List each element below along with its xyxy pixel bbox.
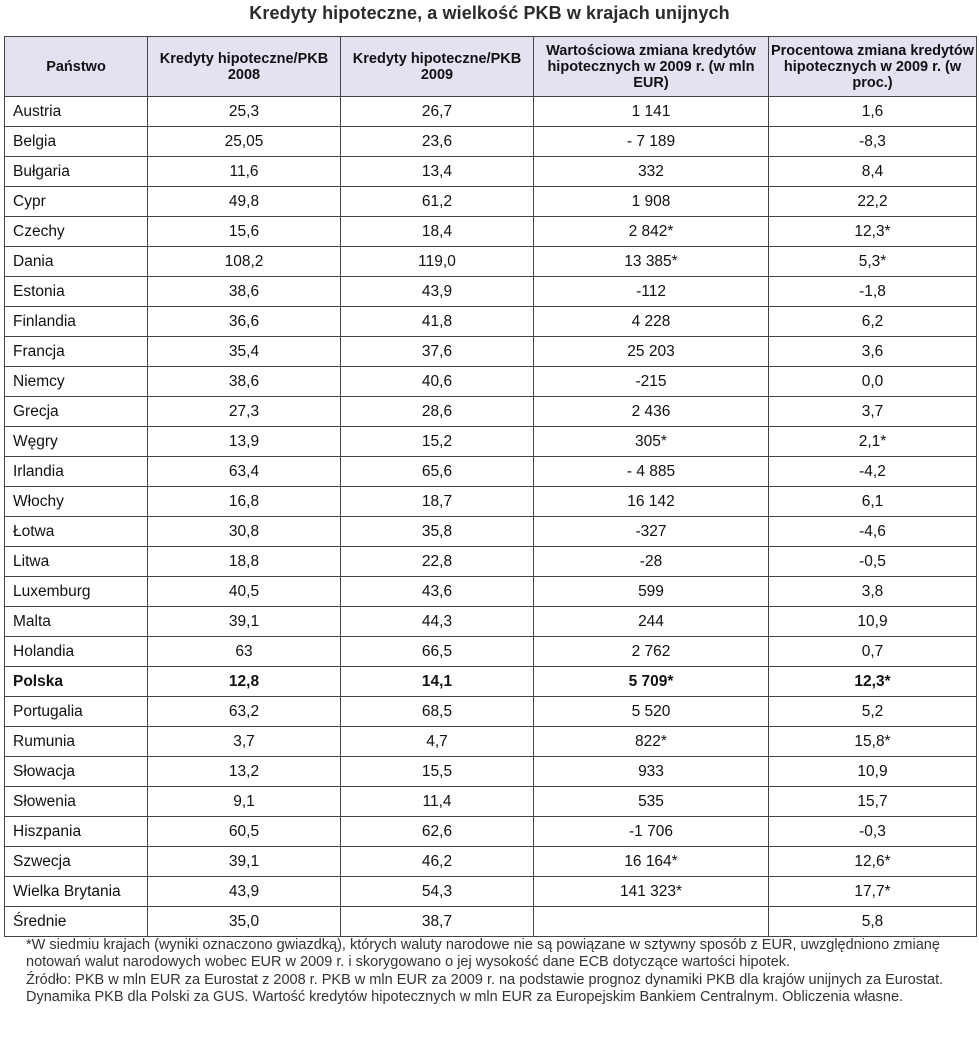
- cell-mortgage-gdp-2009: 61,2: [341, 187, 534, 217]
- cell-percent-change: 3,6: [769, 337, 977, 367]
- cell-country: Grecja: [5, 397, 148, 427]
- header-country: Państwo: [5, 37, 148, 97]
- cell-mortgage-gdp-2008: 3,7: [148, 727, 341, 757]
- cell-country: Łotwa: [5, 517, 148, 547]
- cell-mortgage-gdp-2009: 38,7: [341, 907, 534, 937]
- cell-country: Słowacja: [5, 757, 148, 787]
- cell-mortgage-gdp-2009: 65,6: [341, 457, 534, 487]
- cell-mortgage-gdp-2009: 18,4: [341, 217, 534, 247]
- cell-value-change: 141 323*: [534, 877, 769, 907]
- cell-mortgage-gdp-2009: 26,7: [341, 97, 534, 127]
- cell-percent-change: -8,3: [769, 127, 977, 157]
- cell-mortgage-gdp-2008: 35,4: [148, 337, 341, 367]
- cell-country: Portugalia: [5, 697, 148, 727]
- cell-percent-change: 5,2: [769, 697, 977, 727]
- table-body: [5, 97, 977, 937]
- cell-country: Austria: [5, 97, 148, 127]
- table-row: [5, 577, 977, 607]
- cell-percent-change: -4,6: [769, 517, 977, 547]
- cell-percent-change: 12,3*: [769, 667, 977, 697]
- cell-mortgage-gdp-2008: 16,8: [148, 487, 341, 517]
- cell-value-change: 2 762: [534, 637, 769, 667]
- cell-mortgage-gdp-2008: 13,2: [148, 757, 341, 787]
- cell-mortgage-gdp-2009: 13,4: [341, 157, 534, 187]
- cell-value-change: [534, 907, 769, 937]
- cell-mortgage-gdp-2008: 27,3: [148, 397, 341, 427]
- cell-percent-change: 0,7: [769, 637, 977, 667]
- mortgage-gdp-table: [4, 36, 977, 937]
- cell-percent-change: 12,3*: [769, 217, 977, 247]
- footnote-source: Źródło: PKB w mln EUR za Eurostat z 2008 r. PKB w mln EUR za 2009 r. na podstawie prognoz dynamiki PKB dla krajów unijnych za Eurostat. Dynamika PKB dla Polski za GUS. Wartość kredytów hipotecznych w mln EUR za Europejskim Bankiem Centralnym. Obliczenia własne.: [26, 971, 944, 1005]
- cell-mortgage-gdp-2009: 54,3: [341, 877, 534, 907]
- header-row: [5, 37, 977, 97]
- cell-mortgage-gdp-2008: 39,1: [148, 607, 341, 637]
- cell-value-change: 5 709*: [534, 667, 769, 697]
- cell-percent-change: 6,1: [769, 487, 977, 517]
- table-row: [5, 247, 977, 277]
- cell-mortgage-gdp-2009: 68,5: [341, 697, 534, 727]
- header-value-change: Wartościowa zmiana kredytów hipotecznych w 2009 r. (w mln EUR): [534, 37, 769, 97]
- cell-country: Finlandia: [5, 307, 148, 337]
- cell-value-change: -1 706: [534, 817, 769, 847]
- cell-mortgage-gdp-2008: 36,6: [148, 307, 341, 337]
- cell-mortgage-gdp-2009: 35,8: [341, 517, 534, 547]
- cell-percent-change: 2,1*: [769, 427, 977, 457]
- cell-value-change: -327: [534, 517, 769, 547]
- cell-mortgage-gdp-2008: 38,6: [148, 277, 341, 307]
- cell-country: Hiszpania: [5, 817, 148, 847]
- table-row: [5, 607, 977, 637]
- cell-percent-change: 22,2: [769, 187, 977, 217]
- cell-mortgage-gdp-2009: 62,6: [341, 817, 534, 847]
- cell-value-change: 25 203: [534, 337, 769, 367]
- cell-country: Cypr: [5, 187, 148, 217]
- cell-country: Francja: [5, 337, 148, 367]
- header-mortgage-gdp-2008: Kredyty hipoteczne/PKB 2008: [148, 37, 341, 97]
- cell-percent-change: 5,3*: [769, 247, 977, 277]
- cell-mortgage-gdp-2009: 66,5: [341, 637, 534, 667]
- cell-mortgage-gdp-2009: 28,6: [341, 397, 534, 427]
- table-row: [5, 427, 977, 457]
- cell-country: Belgia: [5, 127, 148, 157]
- cell-percent-change: 15,7: [769, 787, 977, 817]
- cell-mortgage-gdp-2008: 49,8: [148, 187, 341, 217]
- cell-value-change: - 7 189: [534, 127, 769, 157]
- cell-mortgage-gdp-2009: 4,7: [341, 727, 534, 757]
- table-row: [5, 187, 977, 217]
- cell-mortgage-gdp-2008: 18,8: [148, 547, 341, 577]
- cell-value-change: 1 908: [534, 187, 769, 217]
- cell-country: Wielka Brytania: [5, 877, 148, 907]
- table-row: [5, 307, 977, 337]
- cell-percent-change: 5,8: [769, 907, 977, 937]
- cell-mortgage-gdp-2008: 25,3: [148, 97, 341, 127]
- cell-mortgage-gdp-2008: 25,05: [148, 127, 341, 157]
- table-row: [5, 337, 977, 367]
- cell-value-change: 535: [534, 787, 769, 817]
- table-row: [5, 157, 977, 187]
- cell-country: Węgry: [5, 427, 148, 457]
- cell-country: Słowenia: [5, 787, 148, 817]
- cell-value-change: 2 842*: [534, 217, 769, 247]
- cell-mortgage-gdp-2008: 63,4: [148, 457, 341, 487]
- cell-mortgage-gdp-2008: 108,2: [148, 247, 341, 277]
- cell-mortgage-gdp-2009: 119,0: [341, 247, 534, 277]
- cell-value-change: 16 164*: [534, 847, 769, 877]
- cell-percent-change: -0,5: [769, 547, 977, 577]
- cell-mortgage-gdp-2009: 15,5: [341, 757, 534, 787]
- cell-country: Rumunia: [5, 727, 148, 757]
- cell-value-change: 305*: [534, 427, 769, 457]
- cell-percent-change: -0,3: [769, 817, 977, 847]
- cell-mortgage-gdp-2009: 41,8: [341, 307, 534, 337]
- cell-percent-change: 17,7*: [769, 877, 977, 907]
- table-row: [5, 397, 977, 427]
- cell-value-change: 332: [534, 157, 769, 187]
- table-row: [5, 727, 977, 757]
- table-row: [5, 847, 977, 877]
- cell-country: Średnie: [5, 907, 148, 937]
- cell-mortgage-gdp-2009: 44,3: [341, 607, 534, 637]
- cell-mortgage-gdp-2009: 23,6: [341, 127, 534, 157]
- cell-mortgage-gdp-2008: 43,9: [148, 877, 341, 907]
- table-row: [5, 277, 977, 307]
- cell-percent-change: 6,2: [769, 307, 977, 337]
- cell-value-change: -112: [534, 277, 769, 307]
- cell-value-change: 244: [534, 607, 769, 637]
- table-row: [5, 367, 977, 397]
- cell-mortgage-gdp-2009: 43,9: [341, 277, 534, 307]
- cell-mortgage-gdp-2008: 38,6: [148, 367, 341, 397]
- cell-value-change: 2 436: [534, 397, 769, 427]
- table-row: [5, 487, 977, 517]
- cell-percent-change: 10,9: [769, 607, 977, 637]
- cell-value-change: 822*: [534, 727, 769, 757]
- table-title: Kredyty hipoteczne, a wielkość PKB w krajach unijnych: [249, 3, 730, 23]
- cell-mortgage-gdp-2008: 15,6: [148, 217, 341, 247]
- cell-percent-change: -1,8: [769, 277, 977, 307]
- table-row: [5, 127, 977, 157]
- cell-mortgage-gdp-2008: 30,8: [148, 517, 341, 547]
- cell-percent-change: 8,4: [769, 157, 977, 187]
- cell-country: Irlandia: [5, 457, 148, 487]
- cell-value-change: -28: [534, 547, 769, 577]
- cell-percent-change: 3,8: [769, 577, 977, 607]
- cell-mortgage-gdp-2008: 13,9: [148, 427, 341, 457]
- cell-country: Czechy: [5, 217, 148, 247]
- cell-value-change: -215: [534, 367, 769, 397]
- cell-percent-change: 1,6: [769, 97, 977, 127]
- cell-country: Litwa: [5, 547, 148, 577]
- cell-mortgage-gdp-2008: 12,8: [148, 667, 341, 697]
- cell-mortgage-gdp-2008: 40,5: [148, 577, 341, 607]
- cell-mortgage-gdp-2008: 35,0: [148, 907, 341, 937]
- table-row: [5, 667, 977, 697]
- cell-mortgage-gdp-2009: 22,8: [341, 547, 534, 577]
- cell-value-change: - 4 885: [534, 457, 769, 487]
- table-row: [5, 97, 977, 127]
- cell-mortgage-gdp-2009: 14,1: [341, 667, 534, 697]
- cell-mortgage-gdp-2008: 39,1: [148, 847, 341, 877]
- cell-country: Luxemburg: [5, 577, 148, 607]
- cell-country: Holandia: [5, 637, 148, 667]
- cell-country: Malta: [5, 607, 148, 637]
- cell-mortgage-gdp-2009: 46,2: [341, 847, 534, 877]
- cell-percent-change: 10,9: [769, 757, 977, 787]
- cell-mortgage-gdp-2009: 43,6: [341, 577, 534, 607]
- cell-percent-change: 0,0: [769, 367, 977, 397]
- cell-mortgage-gdp-2008: 63: [148, 637, 341, 667]
- cell-mortgage-gdp-2008: 60,5: [148, 817, 341, 847]
- cell-mortgage-gdp-2009: 15,2: [341, 427, 534, 457]
- cell-percent-change: -4,2: [769, 457, 977, 487]
- cell-value-change: 5 520: [534, 697, 769, 727]
- cell-country: Bułgaria: [5, 157, 148, 187]
- table-row: [5, 907, 977, 937]
- cell-mortgage-gdp-2008: 63,2: [148, 697, 341, 727]
- cell-country: Estonia: [5, 277, 148, 307]
- table-row: [5, 817, 977, 847]
- table-row: [5, 547, 977, 577]
- cell-mortgage-gdp-2009: 37,6: [341, 337, 534, 367]
- footnotes: [26, 937, 971, 1006]
- header-percent-change: Procentowa zmiana kredytów hipotecznych w 2009 r. (w proc.): [769, 37, 977, 97]
- cell-country: Polska: [5, 667, 148, 697]
- cell-value-change: 599: [534, 577, 769, 607]
- table-row: [5, 637, 977, 667]
- table-row: [5, 217, 977, 247]
- cell-value-change: 1 141: [534, 97, 769, 127]
- table-row: [5, 457, 977, 487]
- footnote-asterisk: *W siedmiu krajach (wyniki oznaczono gwiazdką), których waluty narodowe nie są powiązane w sztywny sposób z EUR, uwzględniono zmianę notowań walut narodowych wobec EUR w 2009 r. i skorygowano o jej wysokość dane ECB dotyczące wartości hipotek.: [26, 937, 940, 971]
- header-mortgage-gdp-2009: Kredyty hipoteczne/PKB 2009: [341, 37, 534, 97]
- cell-country: Dania: [5, 247, 148, 277]
- cell-country: Niemcy: [5, 367, 148, 397]
- cell-percent-change: 3,7: [769, 397, 977, 427]
- cell-mortgage-gdp-2008: 9,1: [148, 787, 341, 817]
- cell-mortgage-gdp-2009: 40,6: [341, 367, 534, 397]
- table-row: [5, 757, 977, 787]
- table-row: [5, 877, 977, 907]
- cell-percent-change: 12,6*: [769, 847, 977, 877]
- cell-value-change: 13 385*: [534, 247, 769, 277]
- cell-value-change: 16 142: [534, 487, 769, 517]
- cell-value-change: 4 228: [534, 307, 769, 337]
- table-row: [5, 787, 977, 817]
- cell-percent-change: 15,8*: [769, 727, 977, 757]
- cell-country: Włochy: [5, 487, 148, 517]
- table-row: [5, 517, 977, 547]
- cell-value-change: 933: [534, 757, 769, 787]
- cell-mortgage-gdp-2009: 11,4: [341, 787, 534, 817]
- cell-mortgage-gdp-2009: 18,7: [341, 487, 534, 517]
- cell-country: Szwecja: [5, 847, 148, 877]
- cell-mortgage-gdp-2008: 11,6: [148, 157, 341, 187]
- table-row: [5, 697, 977, 727]
